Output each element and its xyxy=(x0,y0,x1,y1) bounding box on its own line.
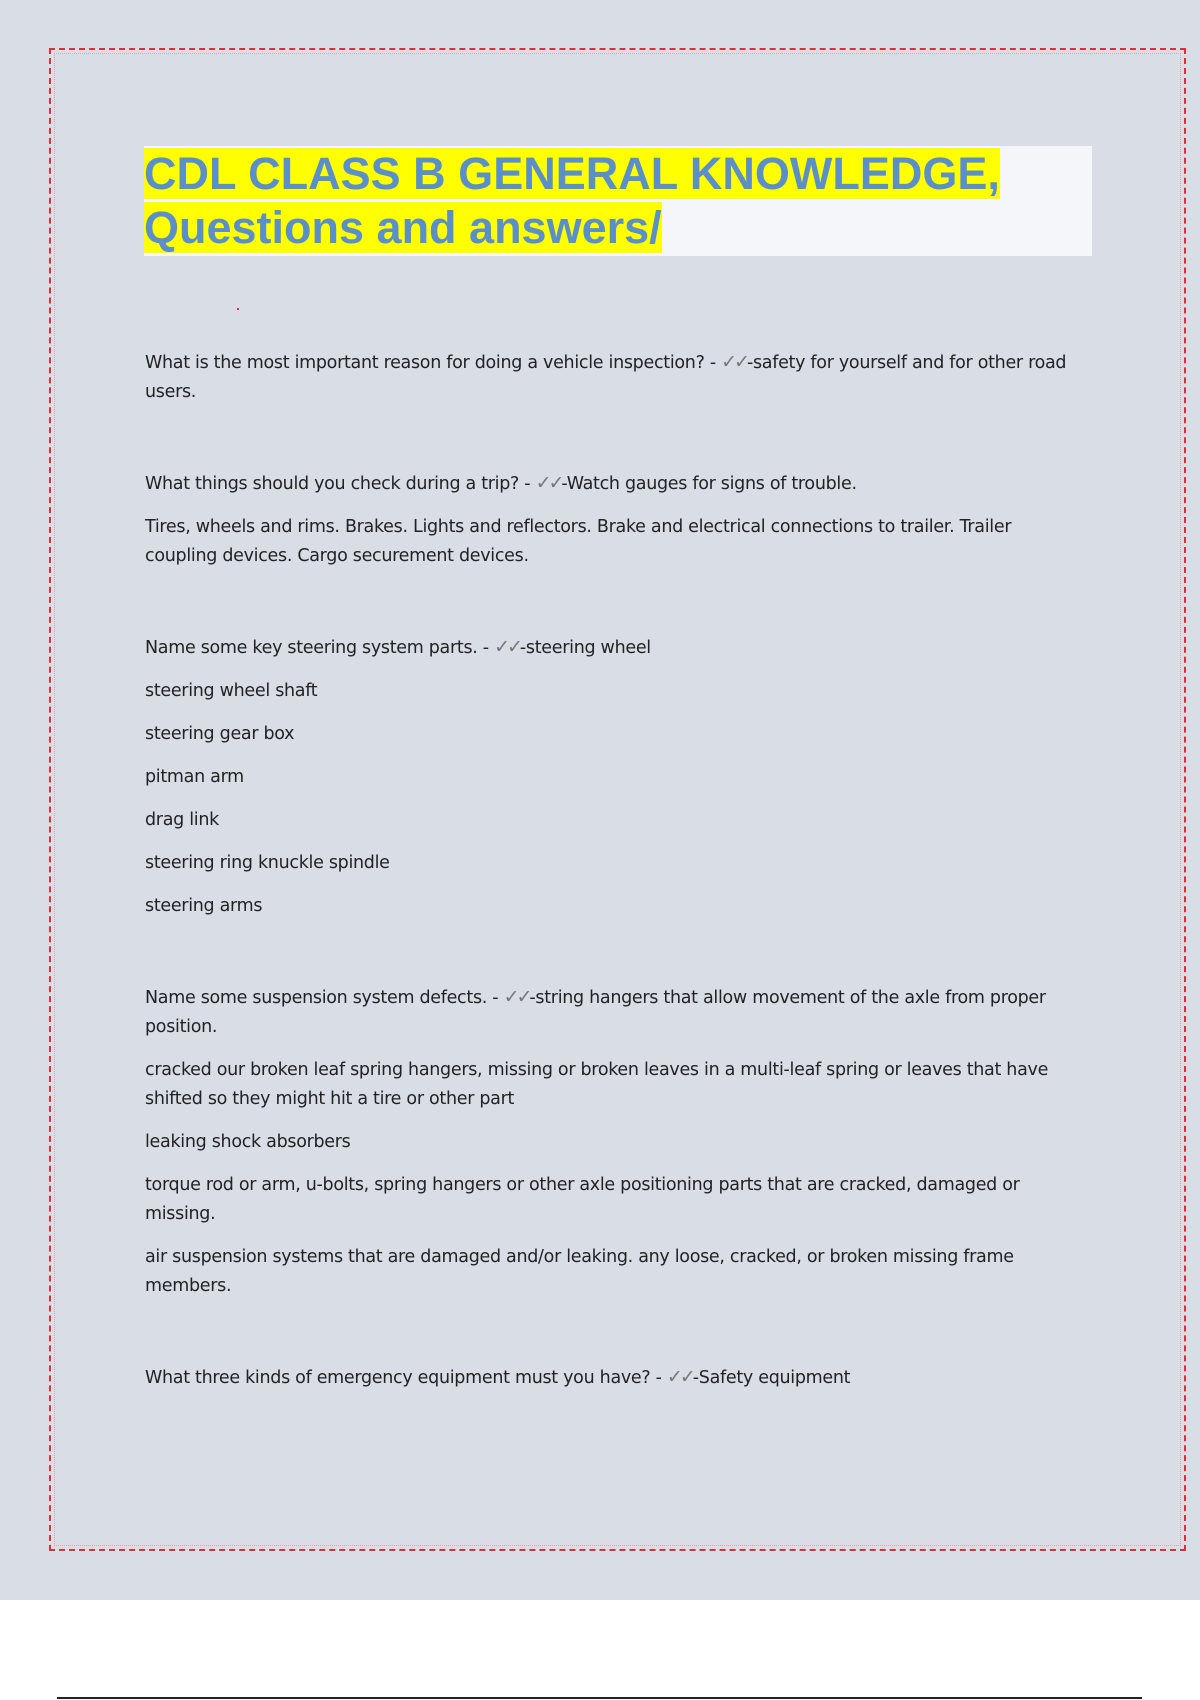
title-line-2: Questions and answers/ xyxy=(144,202,662,253)
answer-detail: torque rod or arm, u-bolts, spring hangers or other axle positioning parts that are cracked, damaged or missing. xyxy=(145,1175,1020,1224)
check-mark-icon: ✓✓ xyxy=(535,472,562,494)
answer-detail: steering wheel shaft xyxy=(145,681,318,701)
qa-question-answer xyxy=(145,1363,1080,1393)
qa-question-answer xyxy=(145,348,1080,407)
answer-detail: drag link xyxy=(145,810,219,830)
answer-text: -Watch gauges for signs of trouble. xyxy=(561,474,857,494)
check-mark-icon: ✓✓ xyxy=(494,636,520,658)
qa-question-answer xyxy=(145,469,1080,499)
qa-question-answer xyxy=(145,633,1080,663)
title-line-1: CDL CLASS B GENERAL KNOWLEDGE, xyxy=(144,148,1000,199)
question-text: What things should you check during a trip? - xyxy=(145,474,536,494)
stray-mark xyxy=(237,308,239,310)
document-title xyxy=(144,147,1074,255)
check-mark-icon: ✓✓ xyxy=(503,986,530,1008)
question-text: What three kinds of emergency equipment must you have? - xyxy=(145,1368,667,1388)
question-text: What is the most important reason for doing a vehicle inspection? - xyxy=(145,353,722,373)
qa-block xyxy=(145,983,1080,1301)
answer-detail: air suspension systems that are damaged and/or leaking. any loose, cracked, or broken missing frame members. xyxy=(145,1247,1014,1296)
qa-block xyxy=(145,469,1080,571)
qa-content xyxy=(145,348,1080,1393)
question-text: Name some suspension system defects. - xyxy=(145,988,504,1008)
qa-question-answer xyxy=(145,983,1080,1042)
answer-detail: leaking shock absorbers xyxy=(145,1132,351,1152)
qa-block xyxy=(145,1363,1080,1393)
check-mark-icon: ✓✓ xyxy=(666,1366,693,1388)
answer-detail: pitman arm xyxy=(145,767,244,787)
answer-detail: cracked our broken leaf spring hangers, missing or broken leaves in a multi-leaf spring or leaves that have shifted so they might hit a tire or other part xyxy=(145,1060,1049,1109)
answer-text: -Safety equipment xyxy=(692,1368,851,1388)
answer-text: -string hangers that allow movement of the axle from proper position. xyxy=(145,988,1046,1037)
answer-detail: steering ring knuckle spindle xyxy=(145,853,390,873)
question-text: Name some key steering system parts. - xyxy=(145,638,495,658)
qa-block xyxy=(145,348,1080,407)
answer-detail: steering arms xyxy=(145,896,263,916)
answer-detail: Tires, wheels and rims. Brakes. Lights and reflectors. Brake and electrical connections to trailer. Trailer coupling devices. Cargo securement devices. xyxy=(145,517,1012,566)
answer-text: -steering wheel xyxy=(519,638,651,658)
answer-text: -safety for yourself and for other road users. xyxy=(145,353,1067,402)
footer-rule xyxy=(57,1697,1142,1699)
answer-detail: steering gear box xyxy=(145,724,295,744)
check-mark-icon: ✓✓ xyxy=(721,351,747,373)
qa-block xyxy=(145,633,1080,921)
